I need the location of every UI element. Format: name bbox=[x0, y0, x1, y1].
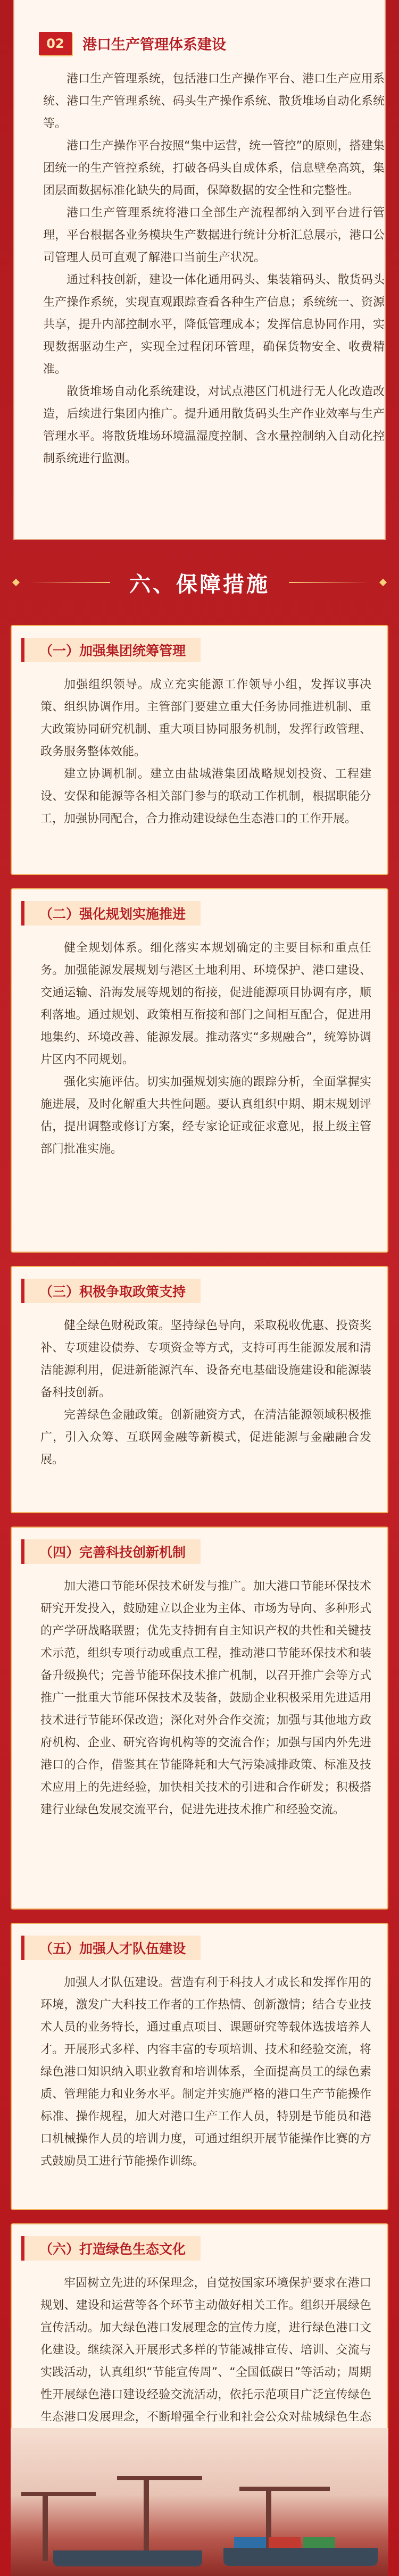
crane-icon bbox=[117, 2476, 202, 2480]
paragraph: 散货堆场自动化系统建设，对试点港区门机进行无人化改造改造，后续进行集团内推广。提升通用散货码头生产作业效率与生产管理水平。将散货堆场环境温湿度控制、含水量控制纳入自动化控制系统进行监测。 bbox=[43, 385, 385, 465]
chapter-title: 六、保障措施 bbox=[129, 572, 270, 597]
card-body bbox=[40, 1575, 371, 1821]
card-title: （三）积极争取政策支持 bbox=[21, 1279, 201, 1303]
heading-divider-right bbox=[289, 582, 369, 583]
diamond-ornament-icon bbox=[12, 579, 20, 586]
paragraph: 健全规划体系。细化落实本规划确定的主要目标和重点任务。加强能源发展规划与港区土地利用、环境保护、港口建设、交通运输、沿海发展等规划的衔接，促进能源项目协调有序，顺利落地。通过规划、政策相互衔接和部门之间相互配合，促进用地集约、环境改善、能源发展。推动落实“多规融合”，统筹协调片区内不同规划。 bbox=[40, 941, 371, 1066]
container-stack bbox=[234, 2537, 266, 2548]
card-body bbox=[40, 2272, 371, 2451]
container-stack bbox=[269, 2537, 301, 2548]
paragraph: 牢固树立先进的环保理念，自觉按国家环境保护要求在港口规划、建设和运营等各个环节主动做好相关工作。组织开展绿色宣传活动。加大绿色港口发展理念的宣传力度，进行绿色港口文化建设。继续深入开展形式多样的节能减排宣传、培训、交流与实践活动，认真组织“节能宣传周”、“全国低碳日”等活动；周期性开展绿色港口建设经验交流活动，依托示范项目广泛宣传绿色生态港口发展理念，不断增强全行业和社会公众对盐城绿色生态 bbox=[40, 2277, 371, 2424]
paragraph: 港口生产操作平台按照“集中运营，统一管控”的原则，搭建集团统一的生产管控系统，打破各码头自成体系，信息壁垒高筑，集团层面数据标准化缺失的局面，保障数据的安全性和完整性。 bbox=[43, 139, 385, 197]
measure-card-2 bbox=[11, 888, 388, 1253]
ship-icon bbox=[223, 2548, 378, 2566]
crane-icon bbox=[43, 2492, 48, 2561]
paragraph: 港口生产管理系统，包括港口生产操作平台、港口生产应用系统、港口生产管理系统、码头生产操作系统、散货堆场自动化系统等。 bbox=[43, 72, 385, 130]
diamond-ornament-icon bbox=[379, 579, 387, 586]
ship-icon bbox=[53, 2550, 202, 2566]
paragraph: 加强人才队伍建设。营造有利于科技人才成长和发挥作用的环境，激发广大科技工作者的工作热情、创新激情；结合专业技术人员的业务特长，通过重点项目、课题研究等载体选拔培养人才。开展形式多样、内容丰富的专项培训、技术和经验交流，将绿色港口知识纳入职业教育和培训体系，全面提高员工的绿色素质、管理能力和业务水平。制定并实施严格的港口生产节能操作标准、操作规程，加大对港口生产工作人员，特别是节能员和港口机械操作人员的培训力度，可通过组织开展节能操作比赛的方式鼓励员工进行节能操作训练。 bbox=[40, 1976, 371, 2168]
paragraph: 加强组织领导。成立充实能源工作领导小组，发挥议事决策、组织协调作用。主管部门要建立重大任务协同推进机制、重大政策协同研究机制、重大项目协同服务机制，发挥行政管理、政务服务整体效能。 bbox=[40, 678, 371, 758]
paragraph: 建立协调机制。建立由盐城港集团战略规划投资、工程建设、安保和能源等各相关部门参与的联动工作机制，根据职能分工，加强协同配合，合力推动建设绿色生态港口的工作开展。 bbox=[40, 768, 371, 826]
card-body bbox=[40, 674, 371, 830]
paragraph: 港口生产管理系统将港口全部生产流程都纳入到平台进行管理，平台根据各业务模块生产数据进行统计分析汇总展示，港口公司管理人员可直观了解港口当前生产状况。 bbox=[43, 206, 385, 264]
measure-card-4 bbox=[11, 1527, 388, 1910]
heading-divider-left bbox=[30, 582, 110, 583]
card-title: （四）完善科技创新机制 bbox=[21, 1539, 201, 1564]
crane-icon bbox=[21, 2492, 96, 2496]
paragraph: 强化实施评估。切实加强规划实施的跟踪分析，全面掌握实施进展，及时化解重大共性问题。要认真组织中期、期末规划评估，提出调整或修订方案，经专家论证或征求意见，报上级主管部门批准实施。 bbox=[40, 1076, 371, 1156]
measure-card-3 bbox=[11, 1266, 388, 1513]
crane-icon bbox=[144, 2476, 149, 2561]
measure-card-5 bbox=[11, 1923, 388, 2210]
port-photo bbox=[11, 2428, 388, 2576]
card-body bbox=[40, 1972, 371, 2173]
card-title: （六）打造绿色生态文化 bbox=[21, 2236, 201, 2261]
chapter-heading bbox=[0, 553, 399, 612]
card-title: （二）强化规划实施推进 bbox=[21, 901, 201, 926]
paragraph: 通过科技创新，建设一体化通用码头、集装箱码头、散货码头生产操作系统，实现直观跟踪查看各种生产信息；系统统一、资源共享，提升内部控制水平，降低管理成本；发挥信息协同作用，实现数据驱动生产，实现全过程闭环管理，确保货物安全、收费精准。 bbox=[43, 273, 385, 376]
crane-icon bbox=[239, 2487, 330, 2491]
paragraph: 完善绿色金融政策。创新融资方式，在清洁能源领域积极推广，引入众筹、互联网金融等新模式，促进能源与金融融合发展。 bbox=[40, 1408, 371, 1466]
paragraph: 健全绿色财税政策。坚持绿色导向，采取税收优惠、投资奖补、专项建设债券、专项资金等方式，支持可再生能源发展和清洁能源利用，促进新能源汽车、设备充电基础设施建设和能源装备科技创新。 bbox=[40, 1319, 371, 1399]
section-number-badge: 02 bbox=[39, 32, 72, 55]
section-body bbox=[43, 68, 385, 470]
measure-card-1 bbox=[11, 625, 388, 875]
card-title: （五）加强人才队伍建设 bbox=[21, 1936, 201, 1960]
card-body bbox=[40, 937, 371, 1161]
card-title: （一）加强集团统筹管理 bbox=[21, 638, 201, 662]
paragraph: 加大港口节能环保技术研发与推广。加大港口节能环保技术研究开发投入，鼓励建立以企业为主体、市场为导向、多种形式的产学研战略联盟；优先支持拥有自主知识产权的共性和关键技术示范，组织专项行动或重点工程，推动港口节能环保技术和装备升级换代；完善节能环保技术推广机制，以召开推广会等方式推广一批重大节能环保技术及装备，鼓励企业积极采用先进适用技术进行节能环保改造；深化对外合作交流；加强与其他地方政府机构、企业、研究咨询机构等的交流合作；加强与国内外先进港口的合作，借鉴其在节能降耗和大气污染减排政策、标准及技术应用上的先进经验，加快相关技术的引进和合作研发；积极搭建行业绿色发展交流平台，促进先进技术推广和经验交流。 bbox=[40, 1580, 371, 1816]
section-title: 港口生产管理体系建设 bbox=[82, 37, 226, 53]
card-body bbox=[40, 1315, 371, 1471]
section-card-02 bbox=[13, 0, 386, 540]
container-stack bbox=[303, 2537, 335, 2548]
